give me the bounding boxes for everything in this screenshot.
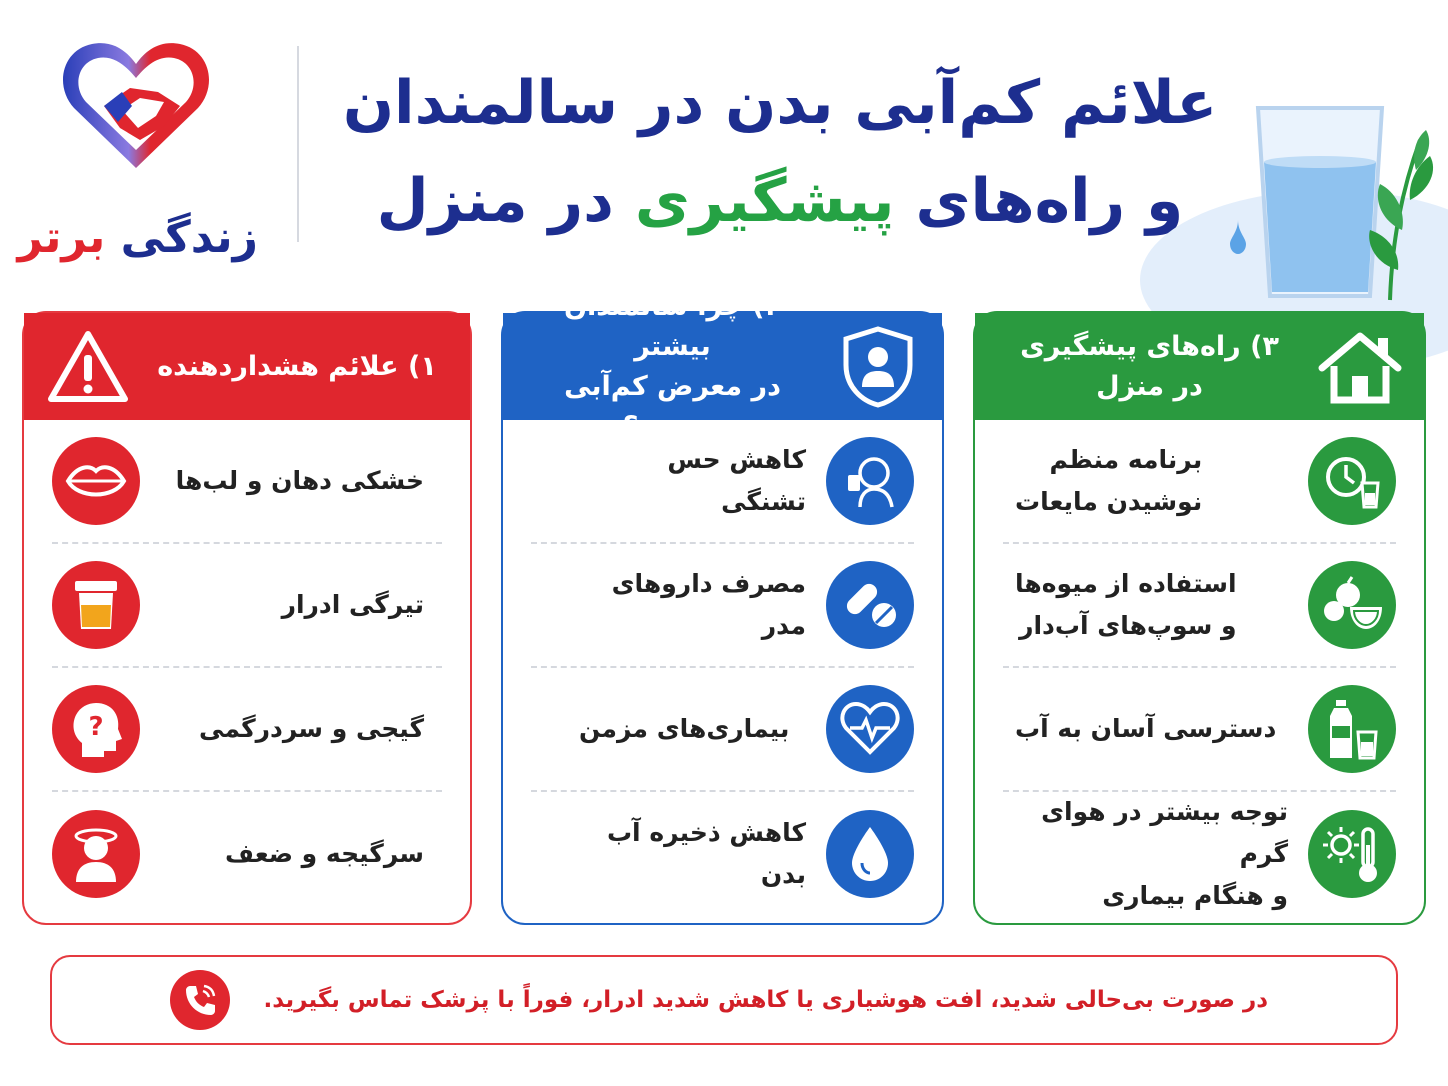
item-label: گیجی و سردرگمی (199, 714, 424, 743)
list-item (1003, 420, 1396, 544)
title-line2-part2: در منزل (376, 166, 614, 236)
water-drop-icon (826, 810, 914, 898)
list-item (531, 668, 914, 792)
page-title (330, 60, 1230, 244)
prevention-heading (997, 327, 1302, 407)
header-divider (297, 46, 299, 242)
water-glass-illustration (1130, 80, 1448, 310)
lips-icon (52, 437, 140, 525)
warning-triangle-icon (46, 325, 130, 409)
brand-name-part2: برتر (17, 212, 106, 263)
warning-text: در صورت بی‌حالی شدید، افت هوشیاری یا کاهش شدید ادرار، فوراً با پزشک تماس بگیرید. (263, 987, 1268, 1013)
item-label: تیرگی ادرار (281, 590, 424, 619)
clock-glass-icon (1308, 437, 1396, 525)
item-label: مصرف داروهای مدر (611, 569, 806, 640)
prevention-heading-line1: ۳) راه‌های پیشگیری (1020, 330, 1279, 362)
list-item (52, 420, 442, 544)
house-icon (1318, 325, 1402, 409)
confused-head-icon (52, 685, 140, 773)
item-label (1015, 563, 1237, 647)
list-item (531, 544, 914, 668)
brand-name (17, 212, 258, 263)
item-label (1015, 708, 1276, 750)
urine-cup-icon (52, 561, 140, 649)
item-label-line2: و هنگام بیماری (1102, 881, 1288, 910)
risk-factors-heading-line1: ۲) چرا سالمندان بیشتر (564, 290, 781, 362)
heart-pulse-icon (826, 685, 914, 773)
dizzy-person-icon (52, 810, 140, 898)
elderly-drinking-icon (826, 437, 914, 525)
list-item (1003, 792, 1396, 916)
brand-name-part1: زندگی (120, 212, 258, 263)
item-label: خشکی دهان و لب‌ها (175, 466, 424, 495)
item-label-line1: استفاده از میوه‌ها (1015, 569, 1237, 598)
title-line1: علائم کم‌آبی بدن در سالمندان (342, 68, 1218, 138)
title-highlight: پیشگیری (634, 166, 895, 236)
risk-factors-header (503, 290, 942, 442)
list-item (1003, 544, 1396, 668)
warning-signs-header (24, 313, 470, 420)
item-label-line2: و سوپ‌های آب‌دار (1019, 611, 1237, 640)
item-label: سرگیجه و ضعف (224, 839, 424, 868)
item-label (1015, 791, 1288, 917)
heart-handshake-icon (60, 36, 212, 176)
warning-signs-column (22, 311, 472, 925)
list-item (52, 792, 442, 916)
prevention-header (975, 313, 1424, 420)
svg-text:?: ? (88, 712, 104, 742)
item-label-line2: نوشیدن مایعات (1015, 487, 1203, 516)
item-label (1015, 439, 1202, 523)
list-item (52, 544, 442, 668)
pills-icon (826, 561, 914, 649)
list-item (1003, 668, 1396, 792)
item-label: کاهش حس تشنگی (667, 445, 806, 516)
risk-factors-heading-line2: در معرض کم‌آبی هستند؟ (564, 370, 781, 442)
brand-logo (17, 36, 258, 263)
item-label-line1: دسترسی آسان به آب (1015, 714, 1277, 743)
risk-factors-heading (525, 287, 820, 447)
item-label-line1: توجه بیشتر در هوای گرم (1041, 797, 1288, 868)
emergency-warning-bar (50, 955, 1398, 1045)
phone-icon (170, 970, 230, 1030)
list-item (531, 792, 914, 916)
list-item (52, 668, 442, 792)
title-line2-part1: و راه‌های (915, 166, 1184, 236)
item-label-line1: برنامه منظم (1049, 445, 1203, 474)
item-label: بیماری‌های مزمن (579, 714, 790, 743)
shield-person-icon (836, 325, 920, 409)
bottle-glass-icon (1308, 685, 1396, 773)
sun-thermometer-icon (1308, 810, 1396, 898)
risk-factors-column (501, 290, 944, 925)
fruits-icon (1308, 561, 1396, 649)
item-label: کاهش ذخیره آب بدن (606, 818, 806, 889)
title-line2 (330, 158, 1230, 244)
prevention-heading-line2: در منزل (1096, 370, 1203, 402)
prevention-column (973, 311, 1426, 925)
warning-signs-heading: ۱) علائم هشداردهنده (157, 350, 437, 382)
